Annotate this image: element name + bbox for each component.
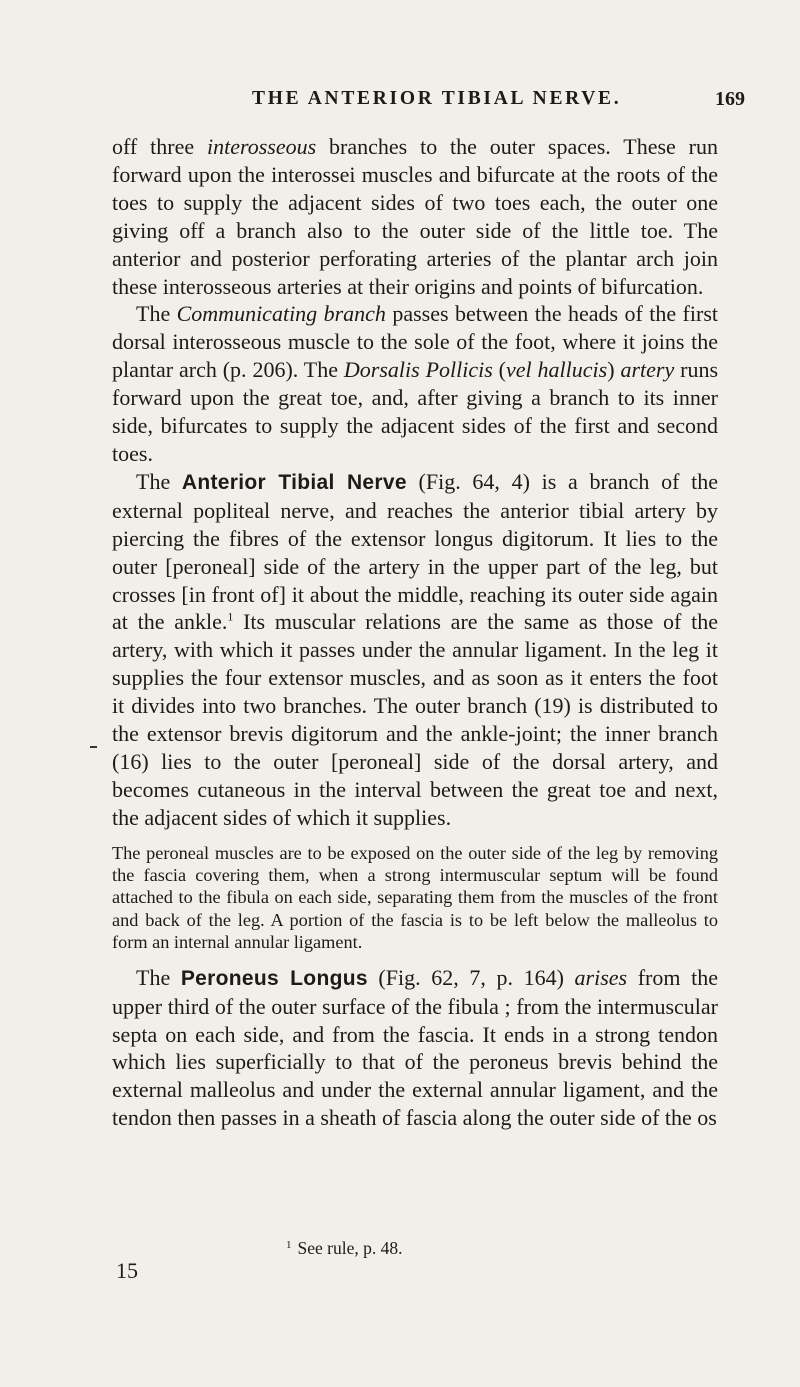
footnote-mark: 1 bbox=[286, 1239, 292, 1251]
text-run: The bbox=[136, 964, 181, 990]
text-run: from the upper third of the outer surface of the fibula ; from the intermuscular septa on each side, and from the fascia. It ends in a strong tendon which lies superficially to that of the peroneus brevis behind the external malleolus and under the external annular ligament, and the tendon then passes in a sheath of fascia along the outer side of the os bbox=[112, 964, 718, 1131]
italic-term: vel hallucis bbox=[506, 357, 608, 383]
italic-term: artery bbox=[620, 357, 675, 383]
italic-term: arises bbox=[574, 964, 628, 990]
text-run: (Fig. 62, 7, p. 164) bbox=[367, 964, 575, 990]
text-run: off three bbox=[112, 134, 207, 159]
text-run: ) bbox=[607, 357, 621, 383]
paragraph-interosseous-branches bbox=[112, 133, 718, 300]
italic-term: Communicating branch bbox=[176, 301, 386, 327]
text-run: ( bbox=[492, 357, 507, 383]
text-run: branches to the outer spaces. These run forward upon the interossei muscles and bifurcate at the roots of the toes to supply the adjacent sides of two toes each, the outer one giving off a branch also to the outer side of the little toe. The anterior and posterior perforating arteries of the plantar arch join these interosseous arteries at their origins and points of bifurcation. bbox=[112, 134, 718, 299]
text-run: passes between the heads of the first dorsal interosseous muscle to the sole of the foot, where it joins the plantar arch (p. 206). The bbox=[112, 301, 718, 383]
running-head bbox=[0, 88, 800, 118]
text-run: runs forward upon the great toe, and, after giving a branch to its inner side, bifurcates to supply the adjacent sides of the first and second toes. bbox=[112, 357, 719, 466]
section-heading-peroneus-longus: Peroneus Longus bbox=[180, 966, 368, 990]
footnote-reference: 1 bbox=[227, 610, 234, 625]
text-run: Its muscular relations are the same as those of the artery, with which it passes under the annular ligament. In the leg it supplies the four extensor muscles, and as soon as it enters the foot it divides into two branches. The outer branch (19) is distributed to the extensor brevis digitorum and the ankle-joint; the inner branch (16) lies to the outer [peroneal] side of the dorsal artery, and becomes cutaneous in the interval between the great toe and next, the adjacent sides of which it supplies. bbox=[112, 609, 718, 830]
paragraph-communicating-branch bbox=[112, 300, 718, 467]
footnote bbox=[286, 1238, 402, 1259]
text-run: The bbox=[136, 468, 182, 494]
paragraph-anterior-tibial-nerve bbox=[112, 468, 718, 832]
text-run: (Fig. 64, 4) is a branch of the external popliteal nerve, and reaches the anterior tibial artery by piercing the fibres of the extensor longus digitorum. It lies to the outer [peroneal] side of the artery in the upper part of the leg, but crosses [in front of] it about the middle, reaching its outer side again at the ankle. bbox=[112, 468, 719, 635]
page-number: 169 bbox=[715, 88, 745, 110]
signature-mark: 15 bbox=[116, 1258, 138, 1283]
running-title: THE ANTERIOR TIBIAL NERVE. bbox=[252, 88, 622, 109]
italic-term: Dorsalis Pollicis bbox=[343, 357, 493, 383]
body-text bbox=[112, 133, 718, 1132]
section-heading-anterior-tibial-nerve: Anterior Tibial Nerve bbox=[181, 470, 407, 494]
margin-mark bbox=[90, 746, 97, 748]
paragraph-peroneus-longus bbox=[112, 964, 718, 1132]
dissection-note: The peroneal muscles are to be exposed on the outer side of the leg by removing the fascia covering them, when a strong intermuscular septum will be found attached to the fibula on each side, separating them from the muscles of the front and back of the leg. A portion of the fascia is to be left below the malleolus to form an internal annular ligament. bbox=[112, 842, 718, 953]
text-run: The bbox=[136, 301, 177, 327]
italic-term: interosseous bbox=[206, 134, 317, 159]
footnote-text: See rule, p. 48. bbox=[297, 1238, 403, 1258]
